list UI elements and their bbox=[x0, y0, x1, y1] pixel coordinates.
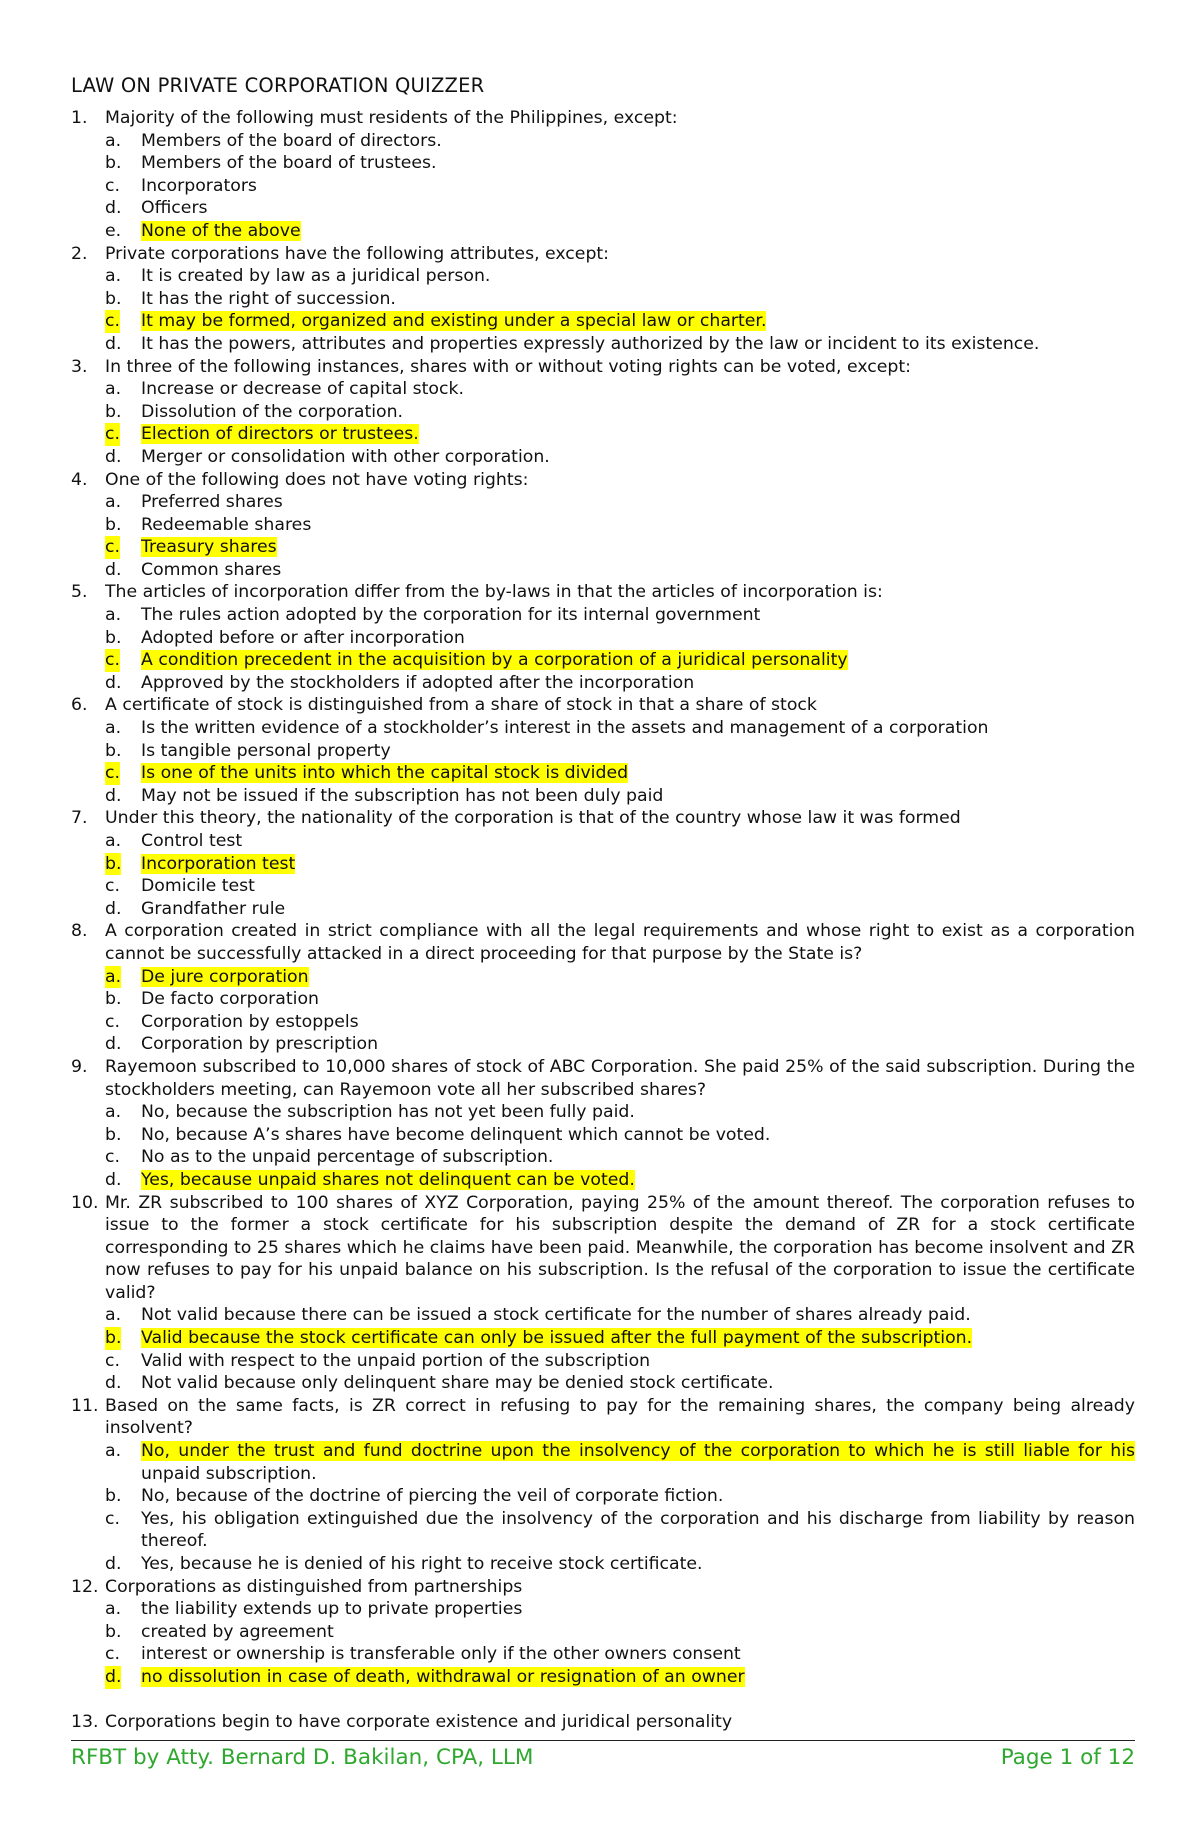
option-letter: a. bbox=[105, 966, 122, 987]
question-item bbox=[71, 356, 1135, 379]
answer-option bbox=[71, 649, 1135, 672]
option-letter: c. bbox=[105, 763, 120, 784]
question-text: Private corporations have the following attributes, except: bbox=[105, 243, 610, 264]
option-text: The rules action adopted by the corporation for its internal government bbox=[141, 605, 761, 626]
question-item bbox=[71, 920, 1135, 965]
answer-option bbox=[71, 1327, 1135, 1350]
answer-option bbox=[71, 966, 1135, 989]
answer-option bbox=[71, 536, 1135, 559]
question-number: 4. bbox=[71, 469, 88, 490]
correct-answer-text: It may be formed, organized and existing under a special law or charter. bbox=[141, 311, 767, 332]
answer-option bbox=[71, 740, 1135, 763]
option-text: Domicile test bbox=[141, 876, 255, 897]
footer-divider bbox=[71, 1740, 1135, 1741]
answer-option bbox=[71, 401, 1135, 424]
answer-option bbox=[71, 853, 1135, 876]
answer-option bbox=[71, 1169, 1135, 1192]
answer-option bbox=[71, 197, 1135, 220]
document-page bbox=[71, 0, 1135, 1835]
question-item bbox=[71, 1576, 1135, 1599]
option-text: Corporation by prescription bbox=[141, 1034, 379, 1055]
option-text: created by agreement bbox=[141, 1621, 334, 1642]
answer-option bbox=[71, 491, 1135, 514]
option-letter: a. bbox=[105, 718, 122, 739]
question-item bbox=[71, 807, 1135, 830]
question-number: 2. bbox=[71, 243, 88, 264]
option-letter: b. bbox=[105, 401, 122, 422]
option-letter: c. bbox=[105, 650, 120, 671]
option-text: the liability extends up to private properties bbox=[141, 1599, 523, 1620]
footer-page-number: Page 1 of 12 bbox=[1000, 1745, 1135, 1770]
question-item bbox=[71, 107, 1135, 130]
option-text-continuation: unpaid subscription. bbox=[141, 1463, 317, 1484]
question-item bbox=[71, 1395, 1135, 1440]
option-text: No, because A’s shares have become delinquent which cannot be voted. bbox=[141, 1124, 771, 1145]
question-text: In three of the following instances, shares with or without voting rights can be voted, except: bbox=[105, 356, 911, 377]
option-text: Officers bbox=[141, 198, 208, 219]
answer-option bbox=[71, 1666, 1135, 1689]
answer-option bbox=[71, 1124, 1135, 1147]
option-text: No, because of the doctrine of piercing the veil of corporate fiction. bbox=[141, 1486, 724, 1507]
question-number: 7. bbox=[71, 808, 88, 829]
option-letter: a. bbox=[105, 831, 122, 851]
option-letter: b. bbox=[105, 853, 122, 874]
question-text: Rayemoon subscribed to 10,000 shares of stock of ABC Corporation. She paid 25% of the said subscription. During the stockholders meeting, can Rayemoon vote all her subscribed shares? bbox=[105, 1056, 1135, 1100]
correct-answer-text: De jure corporation bbox=[141, 966, 309, 987]
option-letter: d. bbox=[105, 1554, 122, 1574]
option-letter: a. bbox=[105, 1305, 122, 1326]
option-text: Control test bbox=[141, 831, 243, 851]
document-title: LAW ON PRIVATE CORPORATION QUIZZER bbox=[71, 74, 485, 97]
question-number: 5. bbox=[71, 582, 88, 603]
answer-option bbox=[71, 333, 1135, 356]
option-text: Redeemable shares bbox=[141, 514, 312, 535]
answer-option bbox=[71, 559, 1135, 582]
correct-answer-text: Treasury shares bbox=[141, 537, 277, 558]
answer-option bbox=[71, 378, 1135, 401]
correct-answer-text: Election of directors or trustees. bbox=[141, 424, 419, 445]
option-text: It is created by law as a juridical person. bbox=[141, 266, 491, 287]
option-letter: a. bbox=[105, 492, 122, 513]
option-text: Valid with respect to the unpaid portion of the subscription bbox=[141, 1350, 651, 1371]
option-text: Increase or decrease of capital stock. bbox=[141, 379, 465, 400]
answer-option bbox=[71, 1621, 1135, 1644]
option-text: Not valid because only delinquent share may be denied stock certificate. bbox=[141, 1373, 774, 1394]
question-number: 1. bbox=[71, 108, 88, 128]
option-letter: d. bbox=[105, 198, 122, 219]
option-letter: d. bbox=[105, 672, 122, 693]
answer-option bbox=[71, 1553, 1135, 1576]
question-text: A certificate of stock is distinguished from a share of stock in that a share of stock bbox=[105, 695, 817, 716]
option-letter: d. bbox=[105, 898, 122, 919]
option-letter: d. bbox=[105, 1169, 122, 1190]
question-number: 8. bbox=[71, 921, 88, 942]
option-letter: d. bbox=[105, 446, 122, 467]
question-number: 9. bbox=[71, 1056, 88, 1077]
option-text: Grandfather rule bbox=[141, 898, 286, 919]
answer-option bbox=[71, 1350, 1135, 1373]
option-letter: b. bbox=[105, 1621, 122, 1642]
answer-option bbox=[71, 1304, 1135, 1327]
correct-answer-text: Is one of the units into which the capital stock is divided bbox=[141, 763, 629, 784]
question-text: Based on the same facts, is ZR correct in refusing to pay for the remaining shares, the company being already insolvent? bbox=[105, 1395, 1135, 1439]
answer-option bbox=[71, 627, 1135, 650]
option-text: Yes, his obligation extinguished due the insolvency of the corporation and his discharge from liability by reason thereof. bbox=[141, 1508, 1135, 1552]
answer-option bbox=[71, 1372, 1135, 1395]
answer-option bbox=[71, 1011, 1135, 1034]
option-letter: c. bbox=[105, 1508, 120, 1529]
question-text: Under this theory, the nationality of the corporation is that of the country whose law it was formed bbox=[105, 808, 961, 829]
option-text: interest or ownership is transferable only if the other owners consent bbox=[141, 1644, 741, 1665]
question-text: Corporations begin to have corporate existence and juridical personality bbox=[105, 1712, 733, 1733]
option-letter: c. bbox=[105, 1350, 120, 1371]
answer-option bbox=[71, 717, 1135, 740]
option-letter: c. bbox=[105, 311, 120, 332]
question-item bbox=[71, 694, 1135, 717]
option-letter: b. bbox=[105, 989, 122, 1010]
option-letter: c. bbox=[105, 1011, 120, 1032]
option-letter: e. bbox=[105, 220, 122, 241]
answer-option bbox=[71, 830, 1135, 853]
correct-answer-text: Yes, because unpaid shares not delinquent can be voted. bbox=[141, 1169, 635, 1190]
option-letter: a. bbox=[105, 605, 122, 626]
question-item bbox=[71, 581, 1135, 604]
question-text: A corporation created in strict compliance with all the legal requirements and whose right to exist as a corporation cannot be successfully attacked in a direct proceeding for that purpose by the State is? bbox=[105, 921, 1135, 964]
question-text: The articles of incorporation differ from the by-laws in that the articles of incorporation is: bbox=[105, 582, 883, 603]
option-letter: b. bbox=[105, 1328, 122, 1349]
answer-option bbox=[71, 762, 1135, 785]
answer-option bbox=[71, 672, 1135, 695]
correct-answer-text: Valid because the stock certificate can only be issued after the full payment of the subscription. bbox=[141, 1328, 973, 1349]
option-letter: b. bbox=[105, 1124, 122, 1145]
option-letter: a. bbox=[105, 130, 122, 151]
question-number: 11. bbox=[71, 1395, 99, 1416]
correct-answer-text: no dissolution in case of death, withdrawal or resignation of an owner bbox=[141, 1666, 745, 1687]
option-text: Yes, because he is denied of his right to receive stock certificate. bbox=[141, 1554, 703, 1574]
option-letter: a. bbox=[105, 1599, 122, 1620]
answer-option bbox=[71, 288, 1135, 311]
question-text: Majority of the following must residents of the Philippines, except: bbox=[105, 108, 678, 128]
footer-author: RFBT by Atty. Bernard D. Bakilan, CPA, LLM bbox=[71, 1745, 534, 1770]
option-letter: a. bbox=[105, 1441, 122, 1462]
answer-option bbox=[71, 1643, 1135, 1666]
option-text: Members of the board of directors. bbox=[141, 130, 442, 151]
option-text: Common shares bbox=[141, 559, 282, 580]
answer-option bbox=[71, 514, 1135, 537]
question-item bbox=[71, 1056, 1135, 1101]
question-item bbox=[71, 243, 1135, 266]
option-text: Is the written evidence of a stockholder’s interest in the assets and management of a corporation bbox=[141, 718, 989, 739]
answer-option bbox=[71, 220, 1135, 243]
question-number: 13. bbox=[71, 1712, 99, 1733]
option-letter: b. bbox=[105, 514, 122, 535]
option-text: Merger or consolidation with other corporation. bbox=[141, 446, 550, 467]
option-text: Adopted before or after incorporation bbox=[141, 627, 465, 648]
correct-answer-text: None of the above bbox=[141, 220, 301, 241]
option-text: De facto corporation bbox=[141, 989, 319, 1010]
question-text: Mr. ZR subscribed to 100 shares of XYZ Corporation, paying 25% of the amount thereof. The corporation refuses to issue to the former a stock certificate for his subscription despite the demand of ZR for a stock certificate corresponding to 25 shares which he claims have been paid. Meanwhile, the corporation has become insolvent and ZR now refuses to pay for his unpaid balance on his subscription. Is the refusal of the corporation to issue the certificate valid? bbox=[105, 1192, 1135, 1303]
option-letter: d. bbox=[105, 559, 122, 580]
question-item bbox=[71, 1192, 1135, 1305]
answer-option bbox=[71, 1485, 1135, 1508]
option-letter: a. bbox=[105, 379, 122, 400]
option-letter: d. bbox=[105, 333, 122, 354]
option-letter: c. bbox=[105, 424, 120, 445]
option-text: Is tangible personal property bbox=[141, 740, 391, 761]
option-text: It has the powers, attributes and properties expressly authorized by the law or incident to its existence. bbox=[141, 333, 1040, 354]
spacer bbox=[71, 1689, 1135, 1712]
answer-option bbox=[71, 310, 1135, 333]
option-letter: d. bbox=[105, 785, 122, 806]
option-letter: b. bbox=[105, 153, 122, 174]
option-letter: d. bbox=[105, 1373, 122, 1394]
answer-option bbox=[71, 1440, 1135, 1485]
answer-option bbox=[71, 152, 1135, 175]
option-text: It has the right of succession. bbox=[141, 288, 396, 309]
question-number: 6. bbox=[71, 695, 88, 716]
option-text: Not valid because there can be issued a stock certificate for the number of shares already paid. bbox=[141, 1305, 971, 1326]
option-letter: a. bbox=[105, 266, 122, 287]
option-text: No, because the subscription has not yet been fully paid. bbox=[141, 1102, 635, 1123]
answer-option bbox=[71, 988, 1135, 1011]
option-text: Corporation by estoppels bbox=[141, 1011, 359, 1032]
option-letter: b. bbox=[105, 288, 122, 309]
option-text: Approved by the stockholders if adopted after the incorporation bbox=[141, 672, 695, 693]
option-letter: b. bbox=[105, 1486, 122, 1507]
option-text: Dissolution of the corporation. bbox=[141, 401, 404, 422]
question-list bbox=[71, 107, 1135, 1734]
question-number: 12. bbox=[71, 1576, 99, 1597]
answer-option bbox=[71, 175, 1135, 198]
answer-option bbox=[71, 1598, 1135, 1621]
question-number: 3. bbox=[71, 356, 88, 377]
answer-option bbox=[71, 875, 1135, 898]
option-text: Preferred shares bbox=[141, 492, 283, 513]
correct-answer-text: A condition precedent in the acquisition by a corporation of a juridical personality bbox=[141, 650, 848, 671]
question-item bbox=[71, 1711, 1135, 1734]
option-letter: c. bbox=[105, 537, 120, 558]
correct-answer-text: No, under the trust and fund doctrine upon the insolvency of the corporation to which he is still liable for his bbox=[141, 1441, 1135, 1462]
option-text: May not be issued if the subscription has not been duly paid bbox=[141, 785, 664, 806]
answer-option bbox=[71, 1033, 1135, 1056]
option-text: Members of the board of trustees. bbox=[141, 153, 437, 174]
question-number: 10. bbox=[71, 1192, 99, 1213]
option-text: Incorporators bbox=[141, 175, 257, 196]
answer-option bbox=[71, 130, 1135, 153]
answer-option bbox=[71, 446, 1135, 469]
option-letter: c. bbox=[105, 876, 120, 897]
option-letter: c. bbox=[105, 1147, 120, 1168]
answer-option bbox=[71, 1101, 1135, 1124]
option-letter: d. bbox=[105, 1666, 122, 1687]
option-letter: d. bbox=[105, 1034, 122, 1055]
question-text: Corporations as distinguished from partnerships bbox=[105, 1576, 523, 1597]
answer-option bbox=[71, 423, 1135, 446]
question-item bbox=[71, 469, 1135, 492]
option-letter: c. bbox=[105, 1644, 120, 1665]
answer-option bbox=[71, 1508, 1135, 1553]
correct-answer-text: Incorporation test bbox=[141, 853, 296, 874]
option-letter: b. bbox=[105, 740, 122, 761]
option-letter: a. bbox=[105, 1102, 122, 1123]
option-text: No as to the unpaid percentage of subscription. bbox=[141, 1147, 554, 1168]
option-letter: c. bbox=[105, 175, 120, 196]
answer-option bbox=[71, 1146, 1135, 1169]
answer-option bbox=[71, 898, 1135, 921]
answer-option bbox=[71, 785, 1135, 808]
answer-option bbox=[71, 604, 1135, 627]
option-letter: b. bbox=[105, 627, 122, 648]
answer-option bbox=[71, 265, 1135, 288]
question-text: One of the following does not have voting rights: bbox=[105, 469, 529, 490]
